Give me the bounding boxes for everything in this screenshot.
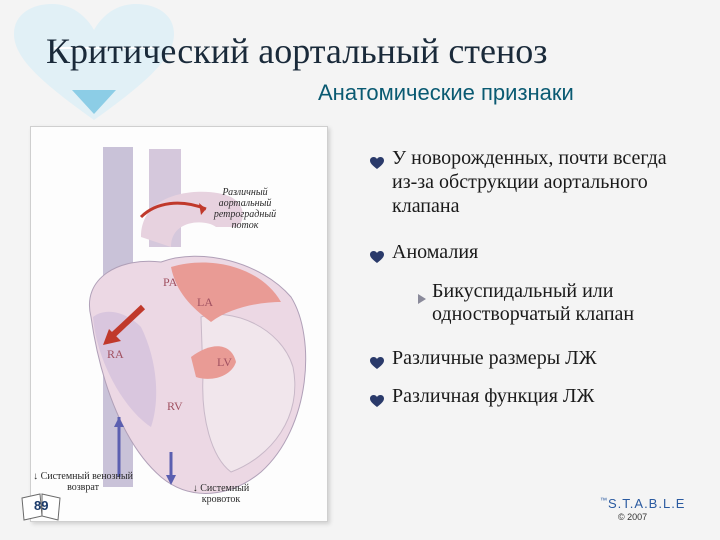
arrow-bullet-icon bbox=[418, 280, 432, 310]
heart-bullet-icon bbox=[370, 384, 392, 413]
bullet-item bbox=[370, 384, 594, 413]
bullet-text: У новорожденных, почти всегда из-за обструкции аортального клапана bbox=[392, 147, 667, 217]
bullet-text: Аномалия bbox=[392, 241, 479, 263]
chamber-rv: RV bbox=[167, 399, 183, 413]
sub-bullet-text: Бикуспидальный или одностворчатый клапан bbox=[432, 280, 635, 325]
copyright: © 2007 bbox=[618, 512, 648, 522]
page-number: 89 bbox=[34, 498, 49, 513]
chamber-lv: LV bbox=[217, 355, 232, 369]
chamber-la: LA bbox=[197, 295, 213, 309]
bullet-text: Различная функция ЛЖ bbox=[392, 385, 595, 407]
label-venous-return: ↓ Системный венозный возврат bbox=[33, 471, 133, 493]
brand-footer bbox=[600, 496, 716, 526]
label-retrograde-flow: Различный аортальный ретроградный поток bbox=[213, 187, 277, 231]
bullet-item bbox=[370, 146, 692, 218]
heart-bullet-icon bbox=[370, 240, 392, 269]
brand-name: S.T.A.B.L.E bbox=[608, 496, 686, 511]
heart-diagram bbox=[30, 126, 328, 522]
heart-bullet-icon bbox=[370, 346, 392, 375]
page-title: Критический аортальный стеноз bbox=[46, 31, 548, 71]
brand-trademark: ™ bbox=[600, 497, 608, 505]
bullet-text: Различные размеры ЛЖ bbox=[392, 347, 597, 369]
page-subtitle: Анатомические признаки bbox=[318, 80, 574, 105]
sub-bullet-item bbox=[418, 280, 702, 326]
heart-bullet-icon bbox=[370, 146, 392, 175]
chamber-pa: PA bbox=[163, 275, 178, 289]
brand-logo bbox=[600, 496, 685, 511]
chamber-ra: RA bbox=[107, 347, 124, 361]
label-systemic-flow: ↓ Системный кровоток bbox=[192, 483, 250, 505]
bullet-item bbox=[370, 240, 478, 269]
bullet-item bbox=[370, 346, 597, 375]
page-number-badge bbox=[18, 490, 66, 522]
